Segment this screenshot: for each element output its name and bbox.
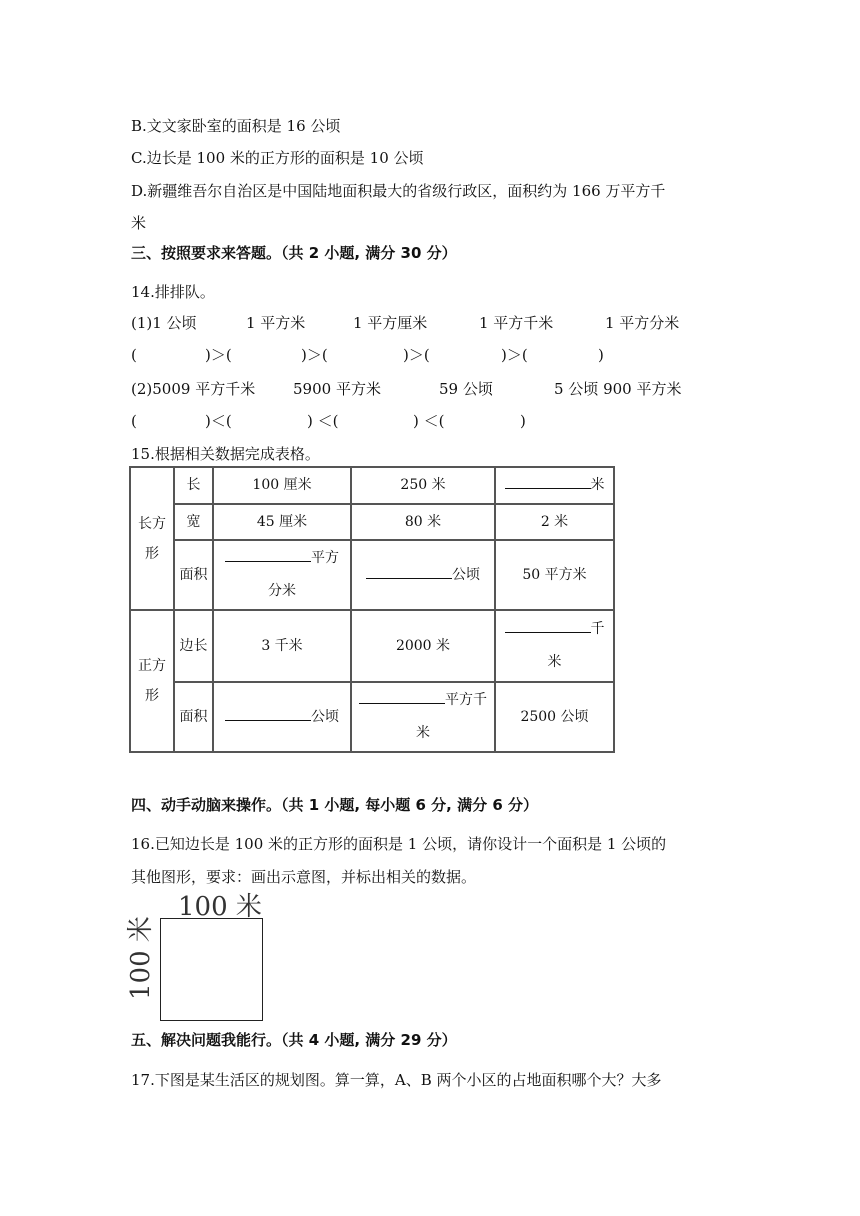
cell: 250 米 <box>351 467 495 504</box>
section-3-title: 三、按照要求来答题。（共 2 小题, 满分 30 分） <box>131 244 457 262</box>
q14-p2-item: 5900 平方米 <box>293 380 381 398</box>
blank-paren: ) <box>598 346 604 364</box>
blank-paren: ( <box>131 346 137 364</box>
blank-paren: )＞( <box>205 346 232 364</box>
q16-line2: 其他图形，要求：画出示意图，并标出相关的数据。 <box>131 868 477 886</box>
blank-line[interactable] <box>225 704 311 721</box>
q17-line1: 17.下图是某生活区的规划图。算一算，A、B 两个小区的占地面积哪个大？大多 <box>131 1071 662 1089</box>
q14-p2-item: 59 公顷 <box>439 380 493 398</box>
section-4-title: 四、动手动脑来操作。（共 1 小题, 每小题 6 分, 满分 6 分） <box>131 796 538 814</box>
option-b: B.文文家卧室的面积是 16 公顷 <box>131 117 341 135</box>
rect-label: 长方形 <box>130 467 174 610</box>
q14-p1-label: (1)1 公顷 <box>131 314 197 332</box>
square-side-label: 100 米 <box>126 916 156 1000</box>
blank-line[interactable] <box>366 562 452 579</box>
cell: 2500 公顷 <box>495 682 614 752</box>
blank-paren: )＜( <box>205 412 232 430</box>
row-area-label: 面积 <box>174 540 213 610</box>
option-c: C.边长是 100 米的正方形的面积是 10 公顷 <box>131 149 424 167</box>
q14-p2-item: 5 公顷 900 平方米 <box>554 380 682 398</box>
square-top-label: 100 米 <box>178 892 262 922</box>
q15-title: 15.根据相关数据完成表格。 <box>131 445 320 463</box>
blank-paren: ) <box>520 412 526 430</box>
cell: 2 米 <box>495 504 614 540</box>
q14-p1-item: 1 平方千米 <box>479 314 554 332</box>
blank-paren: ) ＜( <box>307 412 339 430</box>
blank-paren: )＞( <box>403 346 430 364</box>
option-d-line2: 米 <box>131 214 147 232</box>
blank-line[interactable] <box>359 687 445 704</box>
cell[interactable]: 公顷 <box>213 682 351 752</box>
blank-line[interactable] <box>505 616 591 633</box>
q14-p2-label: (2)5009 平方千米 <box>131 380 256 398</box>
option-d-line1: D.新疆维吾尔自治区是中国陆地面积最大的省级行政区，面积约为 166 万平方千 <box>131 182 666 200</box>
cell[interactable]: 千 米 <box>495 610 614 682</box>
cell[interactable]: 平方 分米 <box>213 540 351 610</box>
row-sq-area-label: 面积 <box>174 682 213 752</box>
cell: 100 厘米 <box>213 467 351 504</box>
cell: 3 千米 <box>213 610 351 682</box>
blank-paren: )＞( <box>501 346 528 364</box>
cell: 45 厘米 <box>213 504 351 540</box>
blank-paren: )＞( <box>301 346 328 364</box>
cell[interactable]: 米 <box>495 467 614 504</box>
q14-p1-item: 1 平方米 <box>246 314 306 332</box>
cell: 2000 米 <box>351 610 495 682</box>
q14-title: 14.排排队。 <box>131 283 215 301</box>
row-length-label: 长 <box>174 467 213 504</box>
row-side-label: 边长 <box>174 610 213 682</box>
cell[interactable]: 平方千 米 <box>351 682 495 752</box>
row-width-label: 宽 <box>174 504 213 540</box>
blank-paren: ( <box>131 412 137 430</box>
q14-p1-item: 1 平方分米 <box>605 314 680 332</box>
square-diagram <box>160 918 263 1021</box>
cell[interactable]: 公顷 <box>351 540 495 610</box>
section-5-title: 五、解决问题我能行。（共 4 小题, 满分 29 分） <box>131 1031 457 1049</box>
cell: 80 米 <box>351 504 495 540</box>
q15-table <box>129 466 615 753</box>
q14-p1-item: 1 平方厘米 <box>353 314 428 332</box>
cell: 50 平方米 <box>495 540 614 610</box>
square-label: 正方形 <box>130 610 174 752</box>
q16-line1: 16.已知边长是 100 米的正方形的面积是 1 公顷，请你设计一个面积是 1 公顷的 <box>131 835 667 853</box>
blank-line[interactable] <box>225 545 311 562</box>
blank-paren: ) ＜( <box>413 412 445 430</box>
blank-line[interactable] <box>505 472 591 489</box>
